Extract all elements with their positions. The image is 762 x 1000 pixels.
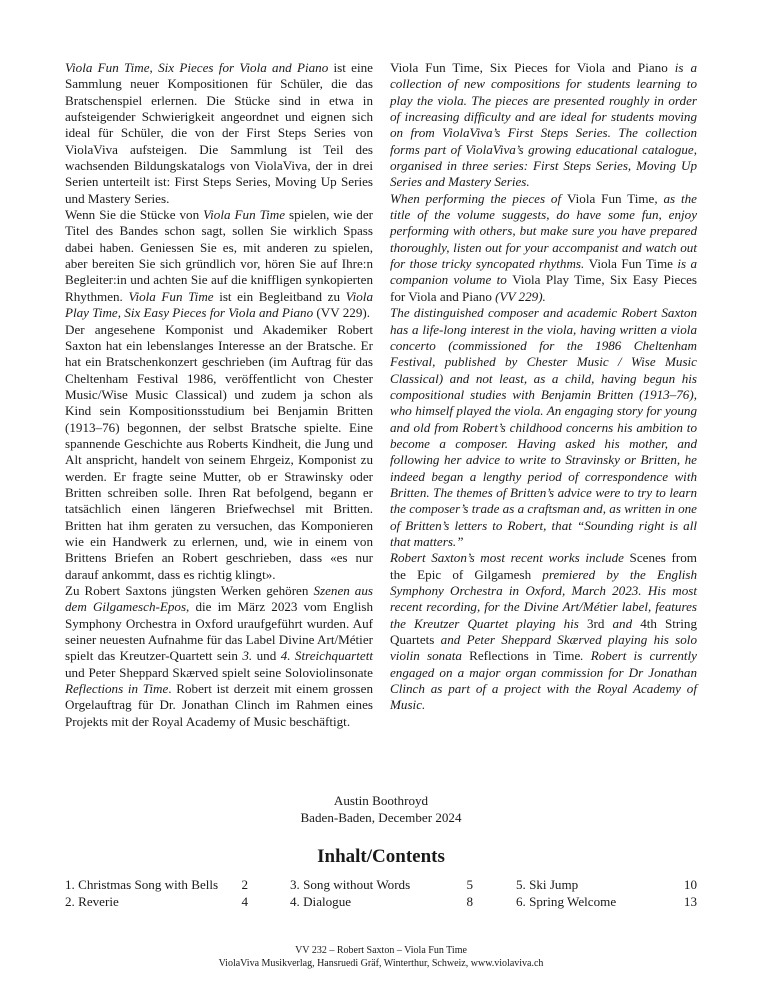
text-run: 3. [242, 648, 253, 664]
contents-item [290, 893, 473, 910]
english-paragraph-1 [390, 60, 697, 191]
contents-title: Inhalt/Contents [317, 846, 445, 867]
contents-item [65, 893, 248, 910]
contents-item [65, 876, 248, 893]
text-run: Scenes from the Epic of Gilgamesh [390, 550, 697, 582]
place-date: Baden-Baden, December 2024 [300, 810, 462, 825]
english-paragraph-3 [390, 305, 697, 550]
footer-line-1: VV 232 – Robert Saxton – Viola Fun Time [295, 945, 467, 956]
text-run: Robert Saxton’s most recent works include [390, 550, 630, 566]
text-run: 4th String Quartets [390, 615, 697, 648]
german-paragraph-4 [65, 583, 373, 730]
contents-item-page: 8 [466, 894, 473, 909]
english-paragraph-4 [390, 550, 697, 713]
text-run: ist eine Sammlung neuer Kompositionen für Schüler, die das Bratschenspiel erlernen. Die Stücke sind in etwa in aufsteigender Schwierigkeit angeordnet und eignen sich ideal für Schüler, die von der First Steps Series von ViolaViva aufsteigen. Die Sammlung ist Teil des wachsenden Bildungskatalogs von ViolaViva, der in drei Serien unterteilt ist: First Steps Series, Moving Up Series und Mastery Series. [65, 60, 373, 206]
text-run: Viola Fun Time, Six Pieces for Viola and Piano [390, 60, 668, 75]
text-run: Szenen aus dem Gilgamesch-Epos [65, 583, 374, 615]
text-run: is a companion volume to [390, 256, 697, 288]
contents-item-label: 6. Spring Welcome [516, 894, 617, 909]
text-run: Viola Fun Time [203, 207, 286, 223]
contents-item-label: 5. Ski Jump [516, 877, 579, 892]
text-run: When performing the pieces of [390, 190, 567, 206]
contents-column-3 [516, 876, 697, 910]
text-run: , die im März 2023 vom English Symphony Orchestra in Oxford uraufgeführt wurden. Auf seiner neuesten Aufnahme für das Label Divine Art/Métier spielt das Kreutzer-Quartett sein [65, 599, 373, 664]
contents-item [516, 893, 697, 910]
contents-column-1 [65, 876, 248, 910]
text-run: ist ein Begleitband zu [213, 288, 346, 304]
text-run: und Peter Sheppard Skærved spielt seine Soloviolinsonate [65, 664, 373, 680]
text-run: Wenn Sie die Stücke von [65, 207, 204, 223]
text-run: Reflections in Time [469, 648, 581, 664]
text-run: Viola Fun Time [128, 288, 214, 304]
text-run: (VV 229). [313, 305, 370, 321]
text-run: Viola Fun Time [566, 190, 655, 206]
text-run: spielen, wie der Titel des Bandes schon sagt, sollen Sie wirklich Spass dabei haben. Geniessen Sie es, mit anderen zu spielen, aber bereiten Sie sich gründlich vor, hören Sie auf Ihre:n Begleiter:in und achten Sie auf die kniffligen synkopierten Rhythmen. [65, 207, 373, 304]
author-credit [0, 792, 762, 826]
german-paragraph-1 [65, 60, 373, 207]
contents-item-label: 1. Christmas Song with Bells [65, 877, 219, 892]
text-run: . Robert ist derzeit mit einem grossen Orgelauftrag für Dr. Jonathan Clinch im Rahmen eines Projekts mit der Royal Academy of Music beschäftigt. [65, 681, 373, 729]
german-paragraph-2 [65, 207, 373, 321]
english-column [390, 60, 697, 714]
english-paragraph-2 [390, 191, 697, 305]
text-run: Reflections in Time [65, 681, 169, 697]
contents-column-2 [290, 876, 473, 910]
text-run: Zu Robert Saxtons jüngsten Werken gehören [65, 583, 314, 598]
text-run: 4. Streichquartett [280, 648, 373, 664]
german-paragraph-3 [65, 322, 373, 584]
contents-item-page: 4 [241, 894, 248, 909]
contents-item-label: 2. Reverie [65, 894, 119, 909]
contents-item-label: 3. Song without Words [290, 877, 411, 892]
footer-line-2: ViolaViva Musikverlag, Hansruedi Gräf, Winterthur, Schweiz, www.violaviva.ch [218, 958, 544, 969]
text-run: Viola Play Time, Six Easy Pieces for Viola and Piano [390, 272, 697, 304]
text-run: Viola Fun Time [588, 256, 673, 272]
text-run: and Peter Sheppard Skærved playing his solo violin sonata [390, 632, 697, 664]
author-name: Austin Boothroyd [333, 793, 429, 808]
text-run: The distinguished composer and academic Robert Saxton has a life-long interest in the viola, having written a viola concerto (commissioned for the 1986 Cheltenham Festival, published by Chester Music / Wise Music Classical) and not least, as a child, having begun his compositional studies with Benjamin Britten (1913–76), who himself played the viola. An engaging story for young and old from Robert’s childhood concerns his ambition to become a composer. Having asked his mother, and following her advice to write to Stravinsky or Britten, he indeed began a lengthy period of correspondence with Britten. The themes of Britten’s advice were to try to learn the composer’s trade as a craftsman and, as written in one of Britten’s letters to Robert, that “Sounding right is all that matters.” [390, 305, 697, 549]
text-run: Der angesehene Komponist und Akademiker Robert Saxton hat ein lebenslanges Interesse an der Bratsche. Er hat ein Bratschenkonzert geschrieben (im Auftrag für das Cheltenham Festival 1986, veröffentlicht von Chester Music/Wise Music Classical) und zudem ja schon als Kind sein Kompositionsstudium bei Benjamin Britten (1913–76) begonnen, der selbst Bratsche spielte. Eine spannende Geschichte aus Roberts Kindheit, die Jung und Alt anspricht, handelt von seinem Ehrgeiz, Komponist zu werden. Er fragte seine Mutter, ob er Strawinsky oder Britten schreiben solle. Ihren Rat befolgend, begann er tatsächlich einen längeren Briefwechsel mit Britten. Britten hat ihm geraten zu versuchen, das Komponieren wie ein Handwerk zu erlernen, und, wie in einem von Brittens Briefen an Robert geschrieben, dass «es nur darauf ankommt, dass es richtig klingt». [65, 321, 373, 582]
contents-item [516, 876, 697, 893]
text-run: und [252, 648, 281, 664]
contents-item-label: 4. Dialogue [290, 894, 352, 909]
text-run: (VV 229). [491, 288, 546, 304]
text-run: premiered by the English Symphony Orchestra in Oxford, March 2023. His most recent recording, for the Divine Art/Métier label, features the Kreutzer Quartet playing his [390, 566, 697, 631]
contents-item-page: 13 [683, 894, 697, 909]
contents-item-page: 2 [241, 877, 248, 892]
contents-item-page: 10 [683, 877, 697, 892]
text-run: , as the title of the volume suggests, do have some fun, enjoy performing with others, but make sure you have prepared thoroughly, listen out for your accompanist and watch out for those tricky syncopated rhythms. [390, 190, 697, 272]
text-run: 3rd [586, 615, 605, 631]
page-footer [0, 944, 762, 970]
contents-item-page: 5 [466, 877, 473, 892]
text-run: Viola Fun Time, Six Pieces for Viola and Piano [65, 60, 329, 75]
text-run: is a collection of new compositions for students learning to play the viola. The pieces are presented roughly in order of increasing difficulty and are ideal for students moving on from ViolaViva’s First Steps Series. The collection forms part of ViolaViva’s growing educational catalogue, organised in three series: First Steps Series, Moving Up Series and Mastery Series. [390, 60, 697, 190]
text-run: Viola Play Time, Six Easy Pieces for Viola and Piano [65, 288, 373, 321]
contents-item [290, 876, 473, 893]
text-run: . Robert is currently engaged on a major organ commission for Dr Jonathan Clinch as part of a project with the Royal Academy of Music. [390, 648, 697, 713]
german-column [65, 60, 373, 730]
text-run: and [604, 615, 641, 631]
